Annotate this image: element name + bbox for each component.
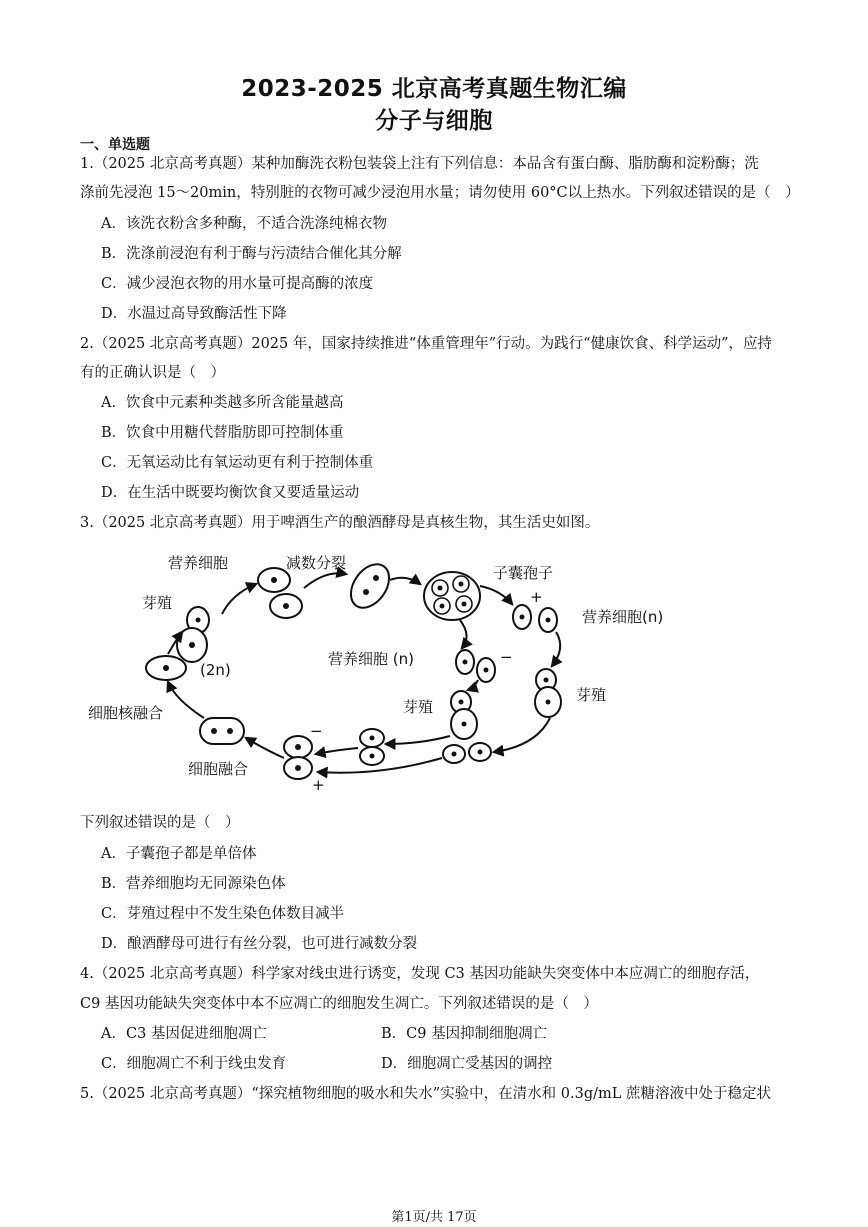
cell-pair-bottom-mid (360, 729, 384, 765)
label-budding-left: 芽殖 (142, 594, 173, 612)
label-meiosis: 减数分裂 (286, 554, 347, 572)
cell-pair-bottom-right (443, 743, 491, 763)
q4-option-d[interactable]: D．细胞凋亡受基因的调控 (381, 1056, 553, 1072)
cell-vegetative-top (258, 568, 302, 618)
q1-option-d[interactable]: D．水温过高导致酶活性下降 (101, 306, 287, 322)
q2-option-b[interactable]: B．饮食中用糖代替脂肪即可控制体重 (101, 425, 344, 441)
cell-fusion-pair (284, 736, 312, 779)
q5-stem-line1: 5.（2025 北京高考真题）“探究植物细胞的吸水和失水”实验中，在清水和 0.3g/mL 蔗糖溶液中处于稳定状 (80, 1086, 771, 1102)
label-nuclear-fusion: 细胞核融合 (88, 704, 164, 722)
cell-diploid (146, 656, 186, 680)
cell-pair-right (513, 605, 557, 632)
q1-option-a[interactable]: A．该洗衣粉含多种酶，不适合洗涤纯棉衣物 (101, 216, 387, 232)
label-ascospore: 子囊孢子 (493, 564, 554, 582)
page-footer: 第1页/共 17页 (391, 1210, 477, 1225)
mating-minus-1: − (500, 648, 513, 666)
mating-plus-1: + (530, 588, 543, 606)
q4-stem-line2: C9 基因功能缺失突变体中本不应凋亡的细胞发生凋亡。下列叙述错误的是（ ） (80, 996, 598, 1012)
cell-meiosis (343, 557, 397, 615)
q3-stem: 下列叙述错误的是（ ） (80, 815, 240, 831)
label-budding-right: 芽殖 (576, 686, 607, 704)
label-diploid: (2n) (200, 661, 231, 679)
label-cell-fusion: 细胞融合 (188, 760, 249, 778)
mating-minus-2: − (310, 722, 323, 740)
q3-stem-line1: 3.（2025 北京高考真题）用于啤酒生产的酿酒酵母是真核生物，其生活史如图。 (80, 515, 600, 531)
yeast-life-cycle-diagram (80, 540, 700, 800)
q4-option-c[interactable]: C．细胞凋亡不利于线虫发育 (101, 1056, 287, 1072)
q3-option-d[interactable]: D．酿酒酵母可进行有丝分裂，也可进行减数分裂 (101, 936, 418, 952)
label-vegetative-cell-n-mid: 营养细胞 (n) (328, 650, 414, 668)
q2-option-d[interactable]: D．在生活中既要均衡饮食又要适量运动 (101, 485, 360, 501)
q4-stem-line1: 4.（2025 北京高考真题）科学家对线虫进行诱变，发现 C3 基因功能缺失突变体中本应凋亡的细胞存活， (80, 966, 760, 982)
q3-option-c[interactable]: C．芽殖过程中不发生染色体数目减半 (101, 906, 345, 922)
cell-budding-mid (451, 691, 477, 739)
section-heading: 一、单选题 (80, 137, 150, 153)
cell-nuclear-fusion (200, 718, 244, 744)
mating-plus-2: + (312, 776, 325, 794)
cell-pair-mid (456, 650, 495, 682)
q4-option-a[interactable]: A．C3 基因促进细胞凋亡 (101, 1026, 267, 1042)
cell-ascus (424, 572, 480, 620)
q2-stem-line1: 2.（2025 北京高考真题）2025 年，国家持续推进“体重管理年”行动。为践行“健康饮食、科学运动”，应持 (80, 336, 773, 352)
label-vegetative-cell: 营养细胞 (168, 554, 229, 572)
q1-stem-line1: 1.（2025 北京高考真题）某种加酶洗衣粉包装袋上注有下列信息：本品含有蛋白酶、脂肪酶和淀粉酶；洗 (80, 156, 759, 172)
label-vegetative-cell-n-right: 营养细胞(n) (582, 608, 664, 626)
q3-option-a[interactable]: A．子囊孢子都是单倍体 (101, 846, 257, 862)
q2-option-a[interactable]: A．饮食中元素种类越多所含能量越高 (101, 395, 344, 411)
page-title: 2023-2025 北京高考真题生物汇编 (241, 76, 627, 102)
cell-budding-left (177, 607, 209, 662)
q1-option-c[interactable]: C．减少浸泡衣物的用水量可提高酶的浓度 (101, 276, 374, 292)
q2-stem-line2: 有的正确认识是（ ） (80, 365, 225, 381)
q3-option-b[interactable]: B．营养细胞均无同源染色体 (101, 876, 286, 892)
q2-option-c[interactable]: C．无氧运动比有氧运动更有利于控制体重 (101, 455, 374, 471)
q4-option-b[interactable]: B．C9 基因抑制细胞凋亡 (381, 1026, 548, 1042)
cell-budding-right (535, 669, 561, 717)
label-budding-mid: 芽殖 (403, 698, 434, 716)
page-subtitle: 分子与细胞 (375, 108, 493, 134)
q1-option-b[interactable]: B．洗涤前浸泡有利于酶与污渍结合催化其分解 (101, 246, 402, 262)
q1-stem-line2: 涤前先浸泡 15～20min，特别脏的衣物可减少浸泡用水量；请勿使用 60°C以上热水。下列叙述错误的是（ ） (80, 185, 800, 201)
